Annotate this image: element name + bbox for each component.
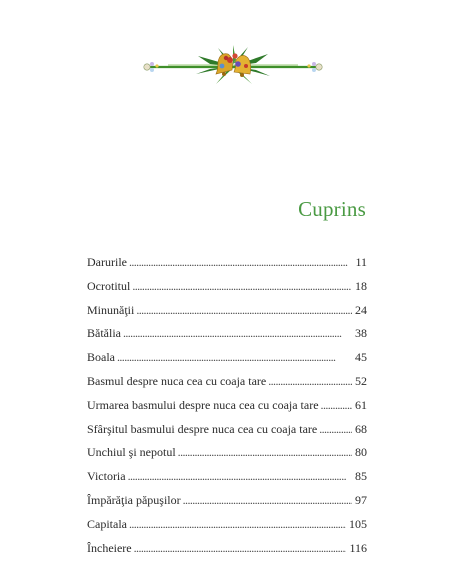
toc-entry-boala[interactable] (87, 350, 367, 374)
toc-entry-title: Minunăţii (87, 302, 135, 317)
toc-entry-page: 18 (355, 278, 367, 293)
toc-entry-incheiere[interactable] (87, 541, 367, 565)
holly-leaves-icon (196, 45, 270, 84)
toc-entry-title: Victoria (87, 469, 126, 484)
toc-entry-capitala[interactable] (87, 517, 367, 541)
toc-entry-basmul[interactable] (87, 374, 367, 398)
toc-entry-page: 85 (355, 469, 367, 484)
toc-entry-page: 38 (355, 326, 367, 341)
leader-dots (123, 326, 352, 341)
leader-dots (178, 445, 352, 460)
toc-entry-title: Sfârşitul basmului despre nuca cea cu coaja tare (87, 421, 318, 436)
toc-entry-page: 97 (355, 492, 367, 507)
toc-entry-page: 80 (355, 445, 367, 460)
leader-dots (132, 279, 352, 294)
leader-dots (136, 303, 352, 318)
toc-entry-darurile[interactable] (87, 255, 367, 279)
toc-entry-title: Capitala (87, 516, 127, 531)
toc-entry-ocrotitul[interactable] (87, 279, 367, 303)
table-of-contents (87, 255, 367, 564)
page-title: Cuprins (298, 197, 366, 221)
toc-entry-title: Boala (87, 350, 115, 365)
toc-entry-page: 24 (355, 302, 367, 317)
leader-dots (268, 374, 352, 389)
toc-entry-minunatii[interactable] (87, 303, 367, 327)
toc-entry-title: Unchiul şi nepotul (87, 445, 176, 460)
toc-entry-page: 116 (349, 540, 367, 555)
leader-dots (129, 255, 352, 270)
leader-dots (134, 541, 347, 556)
holly-bells-ornament (138, 44, 328, 90)
toc-entry-page: 45 (355, 350, 367, 365)
toc-entry-title: Ocrotitul (87, 278, 131, 293)
toc-entry-imparatia[interactable] (87, 493, 367, 517)
toc-entry-page: 61 (355, 397, 367, 412)
leader-dots (319, 422, 352, 437)
toc-entry-title: Urmarea basmului despre nuca cea cu coaja tare (87, 397, 319, 412)
toc-entry-sfarsitul[interactable] (87, 422, 367, 446)
toc-entry-batalia[interactable] (87, 326, 367, 350)
leader-dots (183, 493, 352, 508)
toc-entry-page: 105 (349, 516, 367, 531)
toc-entry-title: Încheiere (87, 540, 132, 555)
toc-entry-urmarea[interactable] (87, 398, 367, 422)
leader-dots (129, 517, 346, 532)
toc-entry-unchiul[interactable] (87, 445, 367, 469)
toc-entry-page: 52 (355, 373, 367, 388)
leader-dots (321, 398, 352, 413)
toc-entry-title: Basmul despre nuca cea cu coaja tare (87, 373, 267, 388)
leader-dots (117, 350, 352, 365)
leader-dots (128, 469, 352, 484)
toc-entry-victoria[interactable] (87, 469, 367, 493)
toc-entry-title: Darurile (87, 255, 127, 269)
toc-entry-title: Bătălia (87, 326, 121, 341)
toc-entry-page: 11 (355, 255, 367, 269)
toc-entry-page: 68 (355, 421, 367, 436)
toc-entry-title: Împărăţia păpuşilor (87, 492, 181, 507)
